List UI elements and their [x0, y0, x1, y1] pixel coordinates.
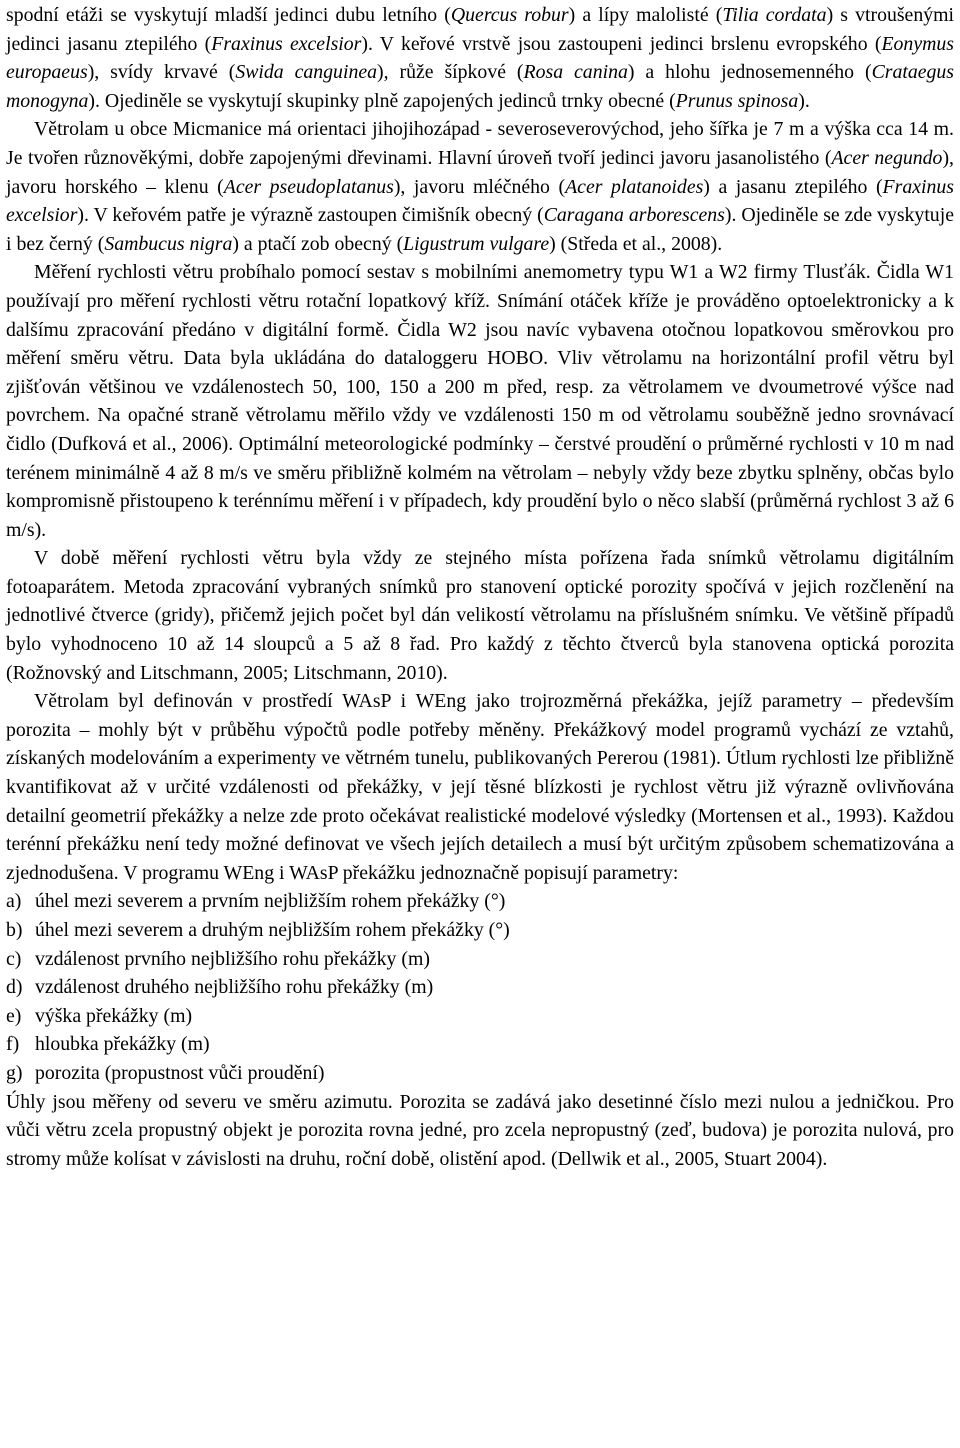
list-item: f) hloubka překážky (m)	[6, 1033, 210, 1056]
list-item: g) porozita (propustnost vůči proudění)	[6, 1061, 325, 1084]
paragraph-windbreak-micmanice: Větrolam u obce Micmanice má orientaci jihojihozápad - severoseverovýchod, jeho šířka je 7 m a výška cca 14 m. Je tvořen různověkými, dobře zapojenými dřevinami. Hlavní úroveň tvoří jedinci javoru jasanolistého (Acer negundo), javoru horského – klenu (Acer pseudoplatanus), javoru mléčného (Acer platanoides) a jasanu ztepilého (Fraxinus excelsior). V keřovém patře je výrazně zastoupen čimišník obecný (Caragana arborescens). Ojediněle se zde vyskytuje i bez černý (Sambucus nigra) a ptačí zob obecný (Ligustrum vulgare) (Středa et al., 2008).	[6, 118, 954, 255]
list-item: b) úhel mezi severem a druhým nejbližším rohem překážky (°)	[6, 919, 510, 941]
list-item: c) vzdálenost prvního nejbližšího rohu překážky (m)	[6, 947, 430, 970]
paragraph-vegetation-1: spodní etáži se vyskytují mladší jedinci dubu letního (Quercus robur) a lípy malolisté (Tilia cordata) s vtroušenými jedinci jasanu ztepilého (Fraxinus excelsior). V keřové vrstvě jsou zastoupeni jedinci brslenu evropského (Eonymus europaeus), svídy krvavé (Swida canguinea), růže šípkové (Rosa canina) a hlohu jednosemenného (Crataegus monogyna). Ojediněle se vyskytují skupinky plně zapojených jedinců trnky obecné (Prunus spinosa).	[6, 4, 955, 112]
list-item: d) vzdálenost druhého nejbližšího rohu překážky (m)	[6, 976, 434, 999]
list-item: a) úhel mezi severem a prvním nejbližším rohem překážky (°)	[6, 890, 506, 913]
paragraph-obstacle-model: Větrolam byl definován v prostředí WAsP i WEng jako trojrozměrná překážka, jejíž parametry – především porozita – mohly být v průběhu výpočtů podle potřeby měněny. Překážkový model programů vychází ze vztahů, získaných modelováním a experimenty ve větrném tunelu, publikovaných Pererou (1981). Útlum rychlosti lze přibližně kvantifikovat až v určité vzdálenosti od překážky, v její těsné blízkosti je rychlost větru již výrazně ovlivňována detailní geometrií překážky a nelze zde proto očekávat realistické modelové výsledky (Mortensen et al., 1993). Každou terénní překážku není tedy možné definovat ve všech jejích detailech a musí být určitým způsobem schematizována a zjednodušena. V programu WEng i WAsP překážku jednoznačně popisují parametry:	[6, 690, 954, 884]
list-item: e) výška překážky (m)	[6, 1004, 193, 1027]
paragraph-angles-porosity: Úhly jsou měřeny od severu ve směru azimutu. Porozita se zadává jako desetinné číslo mezi nulou a jedničkou. Pro vůči větru zcela propustný objekt je porozita rovna jedné, pro zcela nepropustný (zeď, budova) je porozita nulová, pro stromy může kolísat v závislosti na druhu, roční době, olistění apod. (Dellwik et al., 2005, Stuart 2004).	[6, 1090, 954, 1170]
paragraph-optical-porosity: V době měření rychlosti větru byla vždy ze stejného místa pořízena řada snímků větrolamu digitálním fotoaparátem. Metoda zpracování vybraných snímků pro stanovení optické porozity spočívá v jejich rozčlenění na jednotlivé čtverce (gridy), přičemž jejich počet byl dán velikostí větrolamu na příslušném snímku. Ve většině případů bylo vyhodnoceno 10 až 14 sloupců a 5 až 8 řad. Pro každý z těchto čtverců byla stanovena optická porozita (Rožnovský and Litschmann, 2005; Litschmann, 2010).	[6, 547, 954, 684]
parameter-list	[6, 887, 954, 1087]
paragraph-wind-measurement: Měření rychlosti větru probíhalo pomocí sestav s mobilními anemometry typu W1 a W2 firmy Tlusťák. Čidla W1 používají pro měření rychlosti větru rotační lopatkový kříž. Snímání otáček kříže je prováděno optoelektronicky a k dalšímu zpracování předáno v digitální formě. Čidla W2 jsou navíc vybavena otočnou lopatkovou směrovkou pro měření směru větru. Data byla ukládána do dataloggeru HOBO. Vliv větrolamu na horizontální profil větru byl zjišťován většinou ve vzdálenostech 50, 100, 150 a 200 m před, resp. za větrolamem ve dvoumetrové výšce nad povrchem. Na opačné straně větrolamu měřilo vždy ve vzdálenosti 150 m od větrolamu souběžně jedno srovnávací čidlo (Dufková et al., 2006). Optimální meteorologické podmínky – čerstvé proudění o průměrné rychlosti v 10 m nad terénem minimálně 4 až 8 m/s ve směru přibližně kolmém na větrolam – nebyly vždy beze zbytku splněny, občas bylo kompromisně přistoupeno k terénnímu měření i v případech, kdy proudění bylo o něco slabší (průměrná rychlost 3 až 6 m/s).	[6, 261, 954, 541]
